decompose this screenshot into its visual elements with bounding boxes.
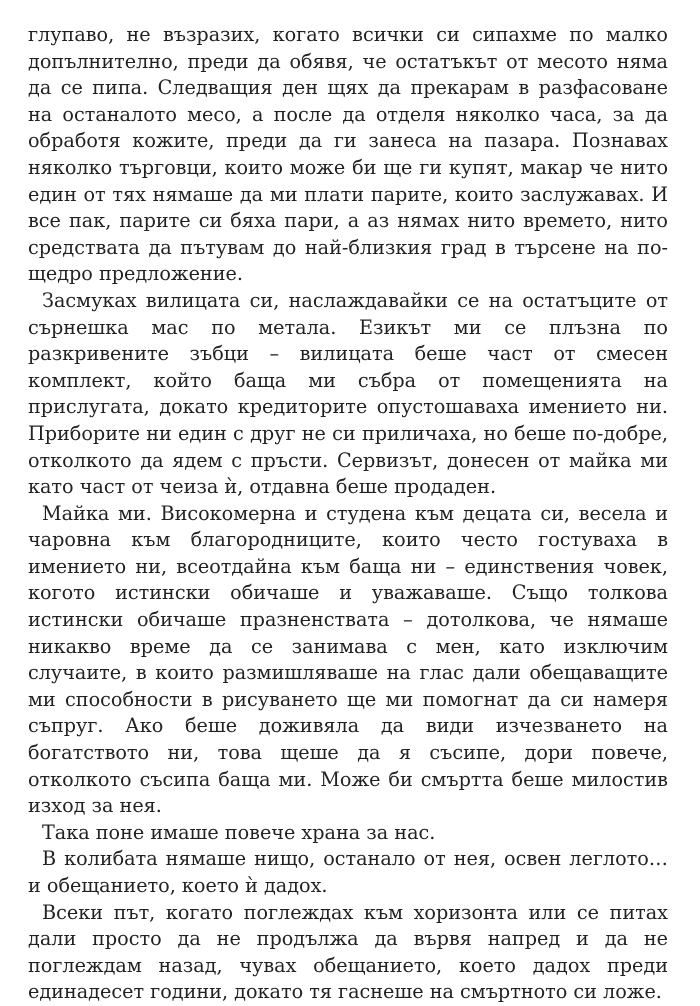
paragraph-4: Така поне имаше повече храна за нас.: [42, 820, 436, 844]
paragraph-6: Всеки път, когато поглеждах към хоризонта или се питах дали просто да не продължа да вървя напред и да не поглеждам назад, чувах обещанието, което дадох преди единадесет години, докато тя гаснеше на смъртното си ложе.: [28, 900, 668, 1004]
page-body: [28, 22, 668, 1006]
paragraph-2: Засмуках вилицата си, наслаждавайки се на остатъците от сърнешка мас по метала. Езикът ми се плъзна по разкривените зъбци – вилицата беше част от смесен комплект, който баща ми събра от помещенията на прислугата, докато кредиторите опустошаваха имението ни. Приборите ни един с друг не си приличаха, но беше по-добре, отколкото да ядем с пръсти. Сервизът, донесен от майка ми като част от чеиза ѝ, отдавна беше продаден.: [28, 288, 668, 499]
paragraph-5: В колибата нямаше нищо, останало от нея, освен леглото… и обещанието, което ѝ дадох.: [28, 847, 668, 897]
paragraph-3: Майка ми. Високомерна и студена към децата си, весела и чаровна към благородниците, които често гостуваха в имението ни, всеотдайна към баща ни – единствения човек, когото истински обичаше и уважаваше. Също толкова истински обичаше празненствата – дотолкова, че нямаше никакво време да се занимава с мен, като изключим случаите, в които размишляваше на глас дали обещаващите ми способности в рисуването ще ми помогнат да си намеря съпруг. Ако беше доживяла да види изчезването на богатството ни, това щеше да я съсипе, дори повече, отколкото съсипа баща ми. Може би смъртта беше милостив изход за нея.: [28, 501, 668, 818]
paragraph-1: глупаво, не възразих, когато всички си сипахме по малко допълнително, преди да обявя, че остатъкът от месото няма да се пипа. Следващия ден щях да прекарам в разфасоване на останалото месо, а после да отделя няколко часа, за да обработя кожите, преди да ги занеса на пазара. Познавах няколко търговци, които може би ще ги купят, макар че нито един от тях нямаше да ми плати парите, които заслужавах. И все пак, парите си бяха пари, а аз нямах нито времето, нито средствата да пътувам до най-близкия град в търсене на по-щедро предложение.: [28, 23, 668, 286]
